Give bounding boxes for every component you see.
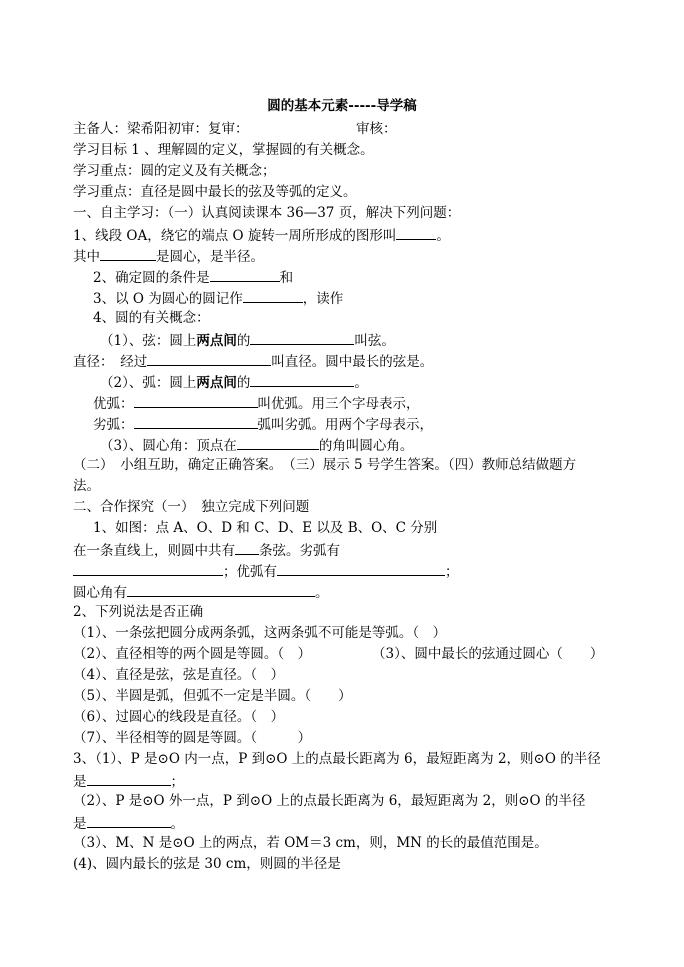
problem-1-line-a: 1、如图：点 A、O、D 和 C、D、E 以及 B、O、C 分别 xyxy=(93,520,438,536)
problem-1-line-b xyxy=(73,540,340,560)
concept-central-angle xyxy=(100,435,413,455)
problem-1-line-d xyxy=(73,582,329,602)
problem-2-heading: 2、下列说法是否正确 xyxy=(73,604,204,620)
problem-1c-mid: ；优弧有 xyxy=(223,564,277,580)
problem-3b: （2）、P 是⊙O 外一点，P 到⊙O 上的点最长距离为 6，最短距离为 2，则⊙O 的半径 xyxy=(73,793,586,809)
answer-blank[interactable] xyxy=(277,561,445,576)
answer-blank[interactable] xyxy=(87,813,171,828)
review-label: 审核： xyxy=(356,121,397,137)
problem-3b-end: 。 xyxy=(170,816,184,832)
arc-start: （2）、弧：圆上 xyxy=(100,375,197,391)
problem-3a-start: 是 xyxy=(73,774,87,790)
problem-1d-start: 圆心角有 xyxy=(73,585,127,601)
question-3 xyxy=(93,288,343,308)
statement-1: （1）、一条弦把圆分成两条弧，这两条弧不可能是等弧。（ ） xyxy=(73,625,447,641)
answer-blank[interactable] xyxy=(127,582,315,597)
problem-3a-end: ； xyxy=(170,774,184,790)
learning-goal: 学习目标 1 、理解圆的定义，掌握圆的有关概念。 xyxy=(73,142,374,158)
key-point-2: 学习重点：直径是圆中最长的弦及等弧的定义。 xyxy=(73,184,357,200)
steps-line-a: （二） 小组互助，确定正确答案。 （三）展示 5 号学生答案。（四）教师总结做题方 xyxy=(73,457,577,473)
answer-blank[interactable] xyxy=(250,330,354,345)
concept-arc xyxy=(100,372,368,392)
problem-3c: （3）、M、N 是⊙O 上的两点，若 OM＝3 cm，则，MN 的长的最值范围是。 xyxy=(73,835,548,851)
statement-4: （4）、直径是弦，弦是直径。（ ） xyxy=(73,667,285,683)
answer-blank[interactable] xyxy=(237,435,319,450)
arc-mid: 的 xyxy=(236,375,251,391)
central-angle-start: （3）、圆心角：顶点在 xyxy=(100,438,237,454)
problem-3a: 3、（1）、P 是⊙O 内一点，P 到⊙O 上的点最长距离为 6，最短距离为 2，则⊙O 的半径 xyxy=(73,751,601,767)
statement-7: （7）、半径相等的圆是等圆。（ ） xyxy=(73,730,312,746)
answer-blank[interactable] xyxy=(100,246,156,261)
question-3-end: ，读作 xyxy=(302,291,344,307)
major-arc-end: 叫优弧。用三个字母表示， xyxy=(257,396,420,412)
major-arc-start: 优弧： xyxy=(93,396,134,412)
question-3-text: 3、以 O 为圆心的圆记作 xyxy=(93,291,243,307)
question-1-text: 1、线段 OA，绕它的端点 O 旋转一周所形成的图形叫 xyxy=(73,228,397,244)
answer-blank[interactable] xyxy=(250,372,354,387)
problem-1b-end: 条弦。劣弧有 xyxy=(259,543,340,559)
minor-arc-end: 弧叫劣弧。用两个字母表示， xyxy=(257,417,433,433)
statement-6: （6）、过圆心的线段是直径。（ ） xyxy=(73,709,285,725)
chord-bold: 两点间 xyxy=(196,333,237,349)
key-point-1: 学习重点：圆的定义及有关概念； xyxy=(73,163,276,179)
problem-1c-end: ； xyxy=(445,564,459,580)
worksheet-title: 圆的基本元素-----导学稿 xyxy=(267,98,417,114)
arc-end: 。 xyxy=(354,375,368,391)
central-angle-end: 的角叫圆心角。 xyxy=(318,438,414,454)
chord-start: （1）、弦：圆上 xyxy=(100,333,197,349)
question-1-end: 。 xyxy=(436,228,450,244)
problem-3b-start: 是 xyxy=(73,816,87,832)
statement-3: （3）、圆中最长的弦通过圆心（ ） xyxy=(372,646,604,662)
diameter-end: 叫直径。圆中最长的弦是。 xyxy=(271,354,434,370)
concept-minor-arc xyxy=(93,414,433,434)
answer-blank[interactable] xyxy=(73,561,223,576)
answer-blank[interactable] xyxy=(243,288,303,303)
problem-1b-start: 在一条直线上，则圆中共有 xyxy=(73,543,235,559)
steps-line-b: 法。 xyxy=(73,478,100,494)
problem-3a-answer xyxy=(73,771,184,791)
question-1-line-b xyxy=(73,246,264,266)
preparer-line: 主备人：梁希阳初审：复审： xyxy=(73,121,249,137)
answer-blank[interactable] xyxy=(235,540,259,555)
answer-blank[interactable] xyxy=(87,771,171,786)
statement-5: （5）、半圆是弧，但弧不一定是半圆。（ ） xyxy=(73,688,352,704)
arc-bold: 两点间 xyxy=(196,375,237,391)
question-2 xyxy=(93,267,293,287)
answer-blank[interactable] xyxy=(147,351,271,366)
problem-1d-end: 。 xyxy=(315,585,329,601)
problem-3d: (4)、圆内最长的弦是 30 cm，则圆的半径是 xyxy=(73,856,341,872)
chord-end: 叫弦。 xyxy=(354,333,395,349)
answer-blank[interactable] xyxy=(134,393,258,408)
question-1-line-a xyxy=(73,225,450,245)
question-2-text: 2、确定圆的条件是 xyxy=(93,270,210,286)
chord-mid: 的 xyxy=(236,333,251,349)
problem-3b-answer xyxy=(73,813,184,833)
concept-major-arc xyxy=(93,393,420,413)
diameter-start: 直径： 经过 xyxy=(73,354,148,370)
minor-arc-start: 劣弧： xyxy=(93,417,134,433)
part2-heading: 二、合作探究（一） 独立完成下列问题 xyxy=(73,499,310,515)
part1-heading: 一、自主学习：（一）认真阅读课本 36—37 页，解决下列问题： xyxy=(73,205,461,221)
concept-chord xyxy=(100,330,395,350)
question-1b-end: 是圆心，是半径。 xyxy=(156,249,264,265)
problem-1-line-c xyxy=(73,561,459,581)
concept-diameter xyxy=(73,351,433,371)
answer-blank[interactable] xyxy=(396,225,436,240)
answer-blank[interactable] xyxy=(134,414,258,429)
answer-blank[interactable] xyxy=(210,267,280,282)
statement-2: （2）、直径相等的两个圆是等圆。（ ） xyxy=(73,646,312,662)
question-4: 4、圆的有关概念： xyxy=(93,310,210,326)
question-2-end: 和 xyxy=(279,270,294,286)
question-1b-start: 其中 xyxy=(73,249,100,265)
